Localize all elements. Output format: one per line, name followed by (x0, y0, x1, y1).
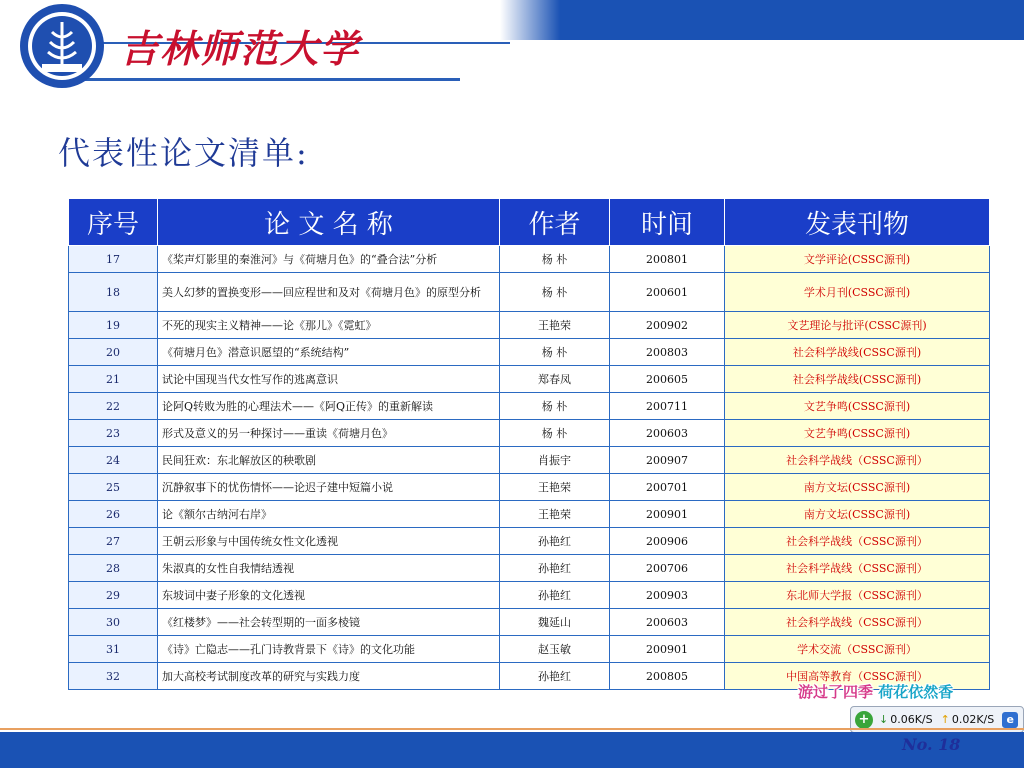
table-row (69, 501, 990, 528)
cell-time: 200901 (610, 636, 725, 663)
table-row (69, 555, 990, 582)
watermark-part2: 荷花依然香 (878, 683, 954, 701)
table-row (69, 366, 990, 393)
cell-title: 沉静叙事下的忧伤情怀——论迟子建中短篇小说 (158, 474, 500, 501)
cell-num: 21 (69, 366, 158, 393)
cell-title: 试论中国现当代女性写作的逃离意识 (158, 366, 500, 393)
cell-author: 孙艳红 (500, 528, 610, 555)
cell-journal: 中国高等教育（CSSC源刊） (725, 663, 990, 690)
cell-time: 200907 (610, 447, 725, 474)
cell-num: 32 (69, 663, 158, 690)
cell-time: 200903 (610, 582, 725, 609)
cell-title: 不死的现实主义精神——论《那儿》《霓虹》 (158, 312, 500, 339)
cell-author: 孙艳红 (500, 582, 610, 609)
cell-title: 美人幻梦的置换变形——回应程世和及对《荷塘月色》的原型分析 (158, 273, 500, 312)
top-banner-fade (500, 0, 560, 40)
cell-author: 赵玉敏 (500, 636, 610, 663)
cell-title: 加大高校考试制度改革的研究与实践力度 (158, 663, 500, 690)
browser-icon[interactable]: e (1002, 712, 1018, 728)
cell-num: 22 (69, 393, 158, 420)
cell-journal: 社会科学战线（CSSC源刊） (725, 609, 990, 636)
footer-banner (0, 732, 1024, 768)
watermark-part1: 游过了四季 (798, 683, 874, 701)
table-header-row (69, 199, 990, 246)
cell-num: 25 (69, 474, 158, 501)
cell-author: 杨 朴 (500, 273, 610, 312)
table-row (69, 312, 990, 339)
page-title: 代表性论文清单: (58, 134, 309, 172)
cell-journal: 文学评论(CSSC源刊) (725, 246, 990, 273)
upload-arrow-icon: ↑ (940, 713, 950, 726)
cell-journal: 社会科学战线（CSSC源刊） (725, 447, 990, 474)
header-journal: 发表刊物 (725, 199, 990, 246)
cell-author: 杨 朴 (500, 246, 610, 273)
cell-journal: 学术月刊(CSSC源刊) (725, 273, 990, 312)
header-underline-lower (80, 78, 460, 81)
cell-author: 杨 朴 (500, 393, 610, 420)
upload-speed: 0.02K/S (951, 713, 995, 726)
table-row (69, 528, 990, 555)
cell-time: 200801 (610, 246, 725, 273)
cell-time: 200805 (610, 663, 725, 690)
cell-author: 魏延山 (500, 609, 610, 636)
cell-time: 200605 (610, 366, 725, 393)
cell-title: 朱淑真的女性自我情结透视 (158, 555, 500, 582)
cell-journal: 文艺争鸣(CSSC源刊) (725, 393, 990, 420)
cell-journal: 文艺理论与批评(CSSC源刊) (725, 312, 990, 339)
cell-journal: 南方文坛(CSSC源刊) (725, 501, 990, 528)
papers-table (68, 198, 990, 690)
cell-journal: 学术交流（CSSC源刊） (725, 636, 990, 663)
cell-num: 30 (69, 609, 158, 636)
cell-title: 论阿Q转败为胜的心理法术——《阿Q正传》的重新解读 (158, 393, 500, 420)
download-speed: 0.06K/S (890, 713, 933, 726)
table-row (69, 609, 990, 636)
cell-time: 200601 (610, 273, 725, 312)
cell-journal: 文艺争鸣(CSSC源刊) (725, 420, 990, 447)
cell-title: 王朝云形象与中国传统女性文化透视 (158, 528, 500, 555)
cell-journal: 社会科学战线（CSSC源刊） (725, 528, 990, 555)
cell-time: 200901 (610, 501, 725, 528)
cell-author: 孙艳红 (500, 555, 610, 582)
cell-time: 200711 (610, 393, 725, 420)
download-arrow-icon: ↓ (879, 713, 889, 726)
university-name: 吉林师范大学 (120, 26, 361, 71)
cell-title: 论《额尔古纳河右岸》 (158, 501, 500, 528)
cell-time: 200803 (610, 339, 725, 366)
cell-time: 200603 (610, 420, 725, 447)
cell-title: 《桨声灯影里的秦淮河》与《荷塘月色》的“叠合法”分析 (158, 246, 500, 273)
cell-num: 20 (69, 339, 158, 366)
cell-num: 28 (69, 555, 158, 582)
cell-title: 《荷塘月色》潜意识愿望的“系统结构” (158, 339, 500, 366)
cell-num: 18 (69, 273, 158, 312)
table-row (69, 474, 990, 501)
table-row (69, 636, 990, 663)
cell-num: 24 (69, 447, 158, 474)
footer-accent-line (0, 728, 1024, 730)
cell-num: 29 (69, 582, 158, 609)
table-row (69, 246, 990, 273)
cell-title: 民间狂欢：东北解放区的秧歌剧 (158, 447, 500, 474)
table-row (69, 393, 990, 420)
plus-icon[interactable]: + (855, 711, 873, 729)
cell-author: 杨 朴 (500, 339, 610, 366)
cell-author: 王艳荣 (500, 312, 610, 339)
cell-title: 东坡词中妻子形象的文化透视 (158, 582, 500, 609)
cell-num: 17 (69, 246, 158, 273)
cell-author: 郑春凤 (500, 366, 610, 393)
table-body (69, 246, 990, 690)
header-title: 论 文 名 称 (158, 199, 500, 246)
page-number: No. 18 (902, 735, 961, 754)
cell-time: 200906 (610, 528, 725, 555)
cell-journal: 东北师大学报（CSSC源刊） (725, 582, 990, 609)
table-row (69, 273, 990, 312)
table-row (69, 447, 990, 474)
table-row (69, 420, 990, 447)
cell-title: 《诗》亡隐志——孔门诗教背景下《诗》的文化功能 (158, 636, 500, 663)
cell-time: 200603 (610, 609, 725, 636)
cell-author: 杨 朴 (500, 420, 610, 447)
cell-journal: 社会科学战线（CSSC源刊） (725, 555, 990, 582)
table-row (69, 339, 990, 366)
cell-journal: 社会科学战线(CSSC源刊) (725, 339, 990, 366)
cell-author: 肖振宇 (500, 447, 610, 474)
cell-num: 27 (69, 528, 158, 555)
watermark-text (798, 681, 953, 702)
cell-title: 形式及意义的另一种探讨——重读《荷塘月色》 (158, 420, 500, 447)
cell-num: 23 (69, 420, 158, 447)
cell-author: 孙艳红 (500, 663, 610, 690)
cell-num: 26 (69, 501, 158, 528)
cell-num: 31 (69, 636, 158, 663)
header-author: 作者 (500, 199, 610, 246)
header-num: 序号 (69, 199, 158, 246)
university-seal-icon (18, 2, 106, 90)
cell-author: 王艳荣 (500, 474, 610, 501)
cell-author: 王艳荣 (500, 501, 610, 528)
cell-title: 《红楼梦》——社会转型期的一面多棱镜 (158, 609, 500, 636)
cell-time: 200706 (610, 555, 725, 582)
cell-time: 200902 (610, 312, 725, 339)
cell-journal: 南方文坛(CSSC源刊) (725, 474, 990, 501)
cell-num: 19 (69, 312, 158, 339)
cell-time: 200701 (610, 474, 725, 501)
table-row (69, 582, 990, 609)
header-time: 时间 (610, 199, 725, 246)
cell-journal: 社会科学战线(CSSC源刊) (725, 366, 990, 393)
